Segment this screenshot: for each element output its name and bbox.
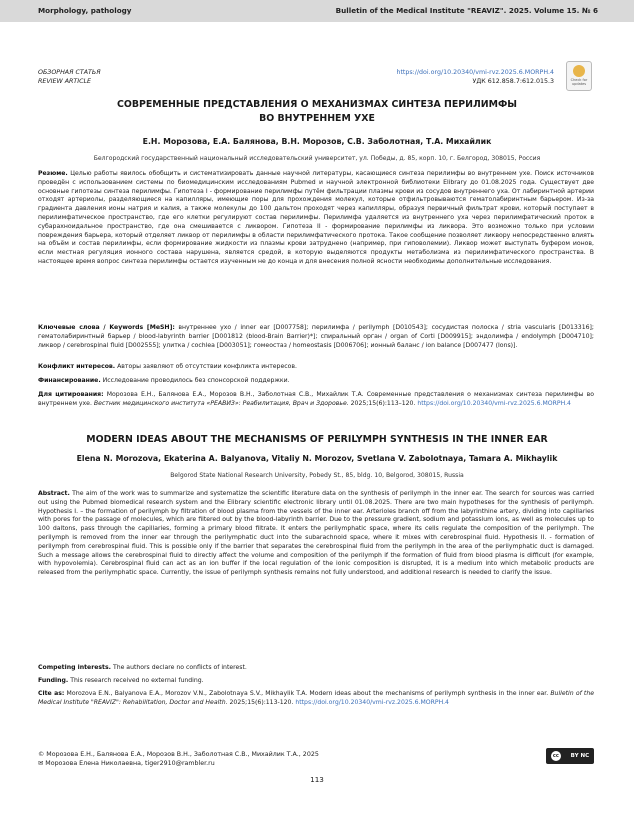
funding-label: Финансирование. (38, 377, 101, 384)
article-ids (396, 68, 554, 86)
competing-text: The authors declare no conflicts of interest. (112, 664, 247, 671)
udc-code: УДК 612.858.7:612.015.3 (472, 78, 554, 85)
conflict-text: Авторы заявляют об отсутствии конфликта интересов. (117, 363, 297, 370)
doi-link[interactable]: https://doi.org/10.20340/vmi-rvz.2025.6.MORPH.4 (396, 69, 554, 76)
competing-label: Competing interests. (38, 664, 111, 671)
copyright: © Морозова Е.Н., Балянова Е.А., Морозов В.Н., Заболотная С.В., Михайлик Т.А., 2025 (38, 751, 319, 758)
cite-journal: Вестник медицинского института «РЕАВИЗ»: Реабилитация, Врач и Здоровье. (93, 399, 349, 407)
abstract-ru-label: Резюме. (38, 170, 68, 177)
abstract-ru-text: Целью работы явилось обобщить и систематизировать данные научной литературы, касающиеся синтеза перилимфы во внутреннем ухе. Поиск источников проведён с использованием системы по биомедицинским исследованиям Pubmed и научной электронной библиотеки Elibrary до 01.08.2025 года. Существует две основные гипотезы синтеза перилимфы. Гипотеза I - формирование перилимфы путём фильтрации плазмы крови из сосудов внутреннего уха. От лабиринтной артерии отходят артериолы, разделяющиеся на капилляры, имеющие поры для прохождения молекул, которые отфильтровываются гематолабиринтным барьером. Из-за градиента давления ионы натрия и калия, а также молекулы до 100 дальтон проходят через капилляры, образуя первичный фильтрат крови, который поступает в перилимфатическое пространство, где его клетки регулируют состав перилимфы. Перилимфа удаляется из внутреннего уха через перилимфатический проток в субарахноидальное пространство, где она смешивается с ликвором. Гипотеза II - формирование перилимфы из ликвора. Это возможно только при условии повреждения барьера, который отделяет ликвор от перилимфы в области перилимфатического протока. Такое сообщение позволяет ликвору непосредственно влиять на объём и состав перилимфы, если формирование жидкости из плазмы крови затруднено (например, при гиповолемии). Ликвор может выступать буфером ионов, если местная регуляция ионного состава нарушена, является средой, в которую выделяются продукты метаболизма из перилимфатического пространства. В настоящее время вопрос синтеза перилимфы остается изученным не до конца и для внесения полной ясности необходимы дополнительные исследования. (38, 170, 595, 265)
conflict-label: Конфликт интересов. (38, 363, 116, 370)
funding-en-label: Funding. (38, 677, 69, 684)
conflict-ru (38, 363, 594, 372)
cc-license-badge[interactable] (546, 748, 594, 764)
affiliation-ru: Белгородский государственный национальный исследовательский университет, ул. Победы, д. 85, корп. 10, г. Белгород, 308015, Россия (93, 155, 541, 162)
funding-en (38, 677, 594, 686)
keywords-label: Ключевые слова / Keywords [MeSH]: (38, 324, 175, 331)
competing-en (38, 664, 594, 673)
article-type-ru: ОБЗОРНАЯ СТАТЬЯ (38, 69, 101, 76)
abstract-ru (38, 170, 594, 267)
contact-email[interactable]: ✉ Морозова Елена Николаевна, tiger2910@rambler.ru (38, 760, 215, 767)
keywords-text: внутреннее ухо / inner ear [D007758]; перилимфа / perilymph [D010543]; сосудистая полоска / stria vascularis [D013316]; гематолабиринтный барьер / blood-labyrinth barrier [D001812 (blood-Brain Barrier)*]; спиральный орган / organ of Corti [D009915]; эндолимфа / endolymph [D004710]; ликвор / cerebrospinal fluid [D002555]; улитка / cochlea [D003051]; гомеостаз / homeostasis [D006706]; ионный баланс / ion balance [D007477 (Ions)]. (38, 324, 594, 349)
keywords-ru (38, 324, 594, 350)
footer (38, 750, 319, 768)
cite-en-text: Morozova E.N., Balyanova E.A., Morozov V.N., Zabolotnaya S.V., Mikhaylik T.A. Modern ideas about the mechanisms of perilymph synthesis in the inner ear. (66, 690, 549, 697)
title-ru-line2: ВО ВНУТРЕННЕМ УХЕ (259, 113, 375, 124)
cite-en-label: Cite as: (38, 690, 65, 697)
cite-doi-link[interactable]: https://doi.org/10.20340/vmi-rvz.2025.6.MORPH.4 (417, 399, 571, 407)
funding-en-text: This research received no external funding. (70, 677, 204, 684)
license-label: BY NC (570, 753, 590, 759)
citation-en (38, 690, 594, 708)
funding-ru (38, 377, 594, 386)
authors-en: Elena N. Morozova, Ekaterina A. Balyanova, Vitaliy N. Morozov, Svetlana V. Zabolotnaya, Tamara A. Mikhaylik (76, 454, 558, 463)
funding-text: Исследование проводилось без спонсорской поддержки. (102, 377, 290, 384)
cite-text: Морозова Е.Н., Балянова Е.А., Морозов В.Н., Заболотная С.В., Михайлик Т.А. Современные представления о механизмах синтеза перилимфы во внутреннем ухе. (38, 391, 594, 407)
affiliation-en: Belgorod State National Research University, Pobedy St., 85, bldg. 10, Belgorod, 308015, Russia (170, 472, 464, 479)
cc-icon: cc (551, 751, 561, 761)
update-icon (573, 65, 585, 77)
cite-tail: 2025;15(6):113–120. (350, 399, 416, 407)
cite-en-tail: 2025;15(6):113-120. (229, 698, 294, 706)
cite-en-doi-link[interactable]: https://doi.org/10.20340/vmi-rvz.2025.6.MORPH.4 (295, 698, 449, 706)
citation-ru (38, 391, 594, 409)
article-type-en: REVIEW ARTICLE (38, 78, 91, 85)
abstract-en-text: The aim of the work was to summarize and systematize the scientific literature data on the synthesis of perilymph in the inner ear. The search for sources was carried out using the Pubmed biomedical research system and the Elibrary scientific electronic library until 01.08.2025. There are two main hypotheses for the synthesis of perilymph. Hypothesis I. – the formation of perilymph by filtration of blood plasma from the vessels of the inner ear. Arterioles branch off from the labyrinthine artery, dividing into capillaries with pores for the passage of molecules, which are filtered out by the blood-labyrinth barrier. Due to the pressure gradient, sodium and potassium ions, as well as molecules up to 100 daltons, pass through the capillaries, forming a primary blood filtrate. It enters the perilymphatic space, where its cells regulate the composition of the perilymph. The perilymph is removed from the inner ear through the perilymphatic duct into the subarachnoid space, where it mixes with cerebrospinal fluid. Hypothesis II. - formation of perilymph from cerebrospinal fluid. This is possible only if the barrier that separates the cerebrospinal fluid from the perilymph in the area of the perilymphatic duct is damaged. Such a message allows the cerebrospinal fluid to directly affect the volume and composition of the perilymph if the formation of fluid from blood plasma is difficult (for example, with hypovolemia). Cerebrospinal fluid can act as an ion buffer if the local regulation of the ionic composition is disrupted, it is a medium into which metabolic products are released from the perilymphatic space. Currently, the issue of perilymph synthesis remains not fully understood, and additional research is needed to clarify the issue. (38, 490, 595, 577)
abstract-en (38, 490, 594, 578)
cite-label: Для цитирования: (38, 391, 104, 398)
badge-label: Check for updates (570, 78, 588, 86)
authors-ru: Е.Н. Морозова, Е.А. Балянова, В.Н. Морозов, С.В. Заболотная, Т.А. Михайлик (142, 137, 492, 146)
title-ru (40, 98, 594, 126)
check-for-updates-badge[interactable] (566, 61, 592, 91)
cite-en-journal: Bulletin of the Medical Institute "REAVIZ": Rehabilitation, Doctor and Health. (38, 690, 595, 706)
running-header (0, 0, 634, 22)
abstract-en-label: Abstract. (38, 490, 70, 497)
header-section: Morphology, pathology (38, 6, 132, 15)
page-number: 113 (310, 775, 324, 784)
title-en: MODERN IDEAS ABOUT THE MECHANISMS OF PERILYMPH SYNTHESIS IN THE INNER EAR (86, 434, 548, 445)
article-type (38, 68, 101, 86)
header-journal: Bulletin of the Medical Institute "REAVIZ". 2025. Volume 15. № 6 (335, 6, 598, 15)
title-ru-line1: СОВРЕМЕННЫЕ ПРЕДСТАВЛЕНИЯ О МЕХАНИЗМАХ СИНТЕЗА ПЕРИЛИМФЫ (117, 99, 517, 110)
